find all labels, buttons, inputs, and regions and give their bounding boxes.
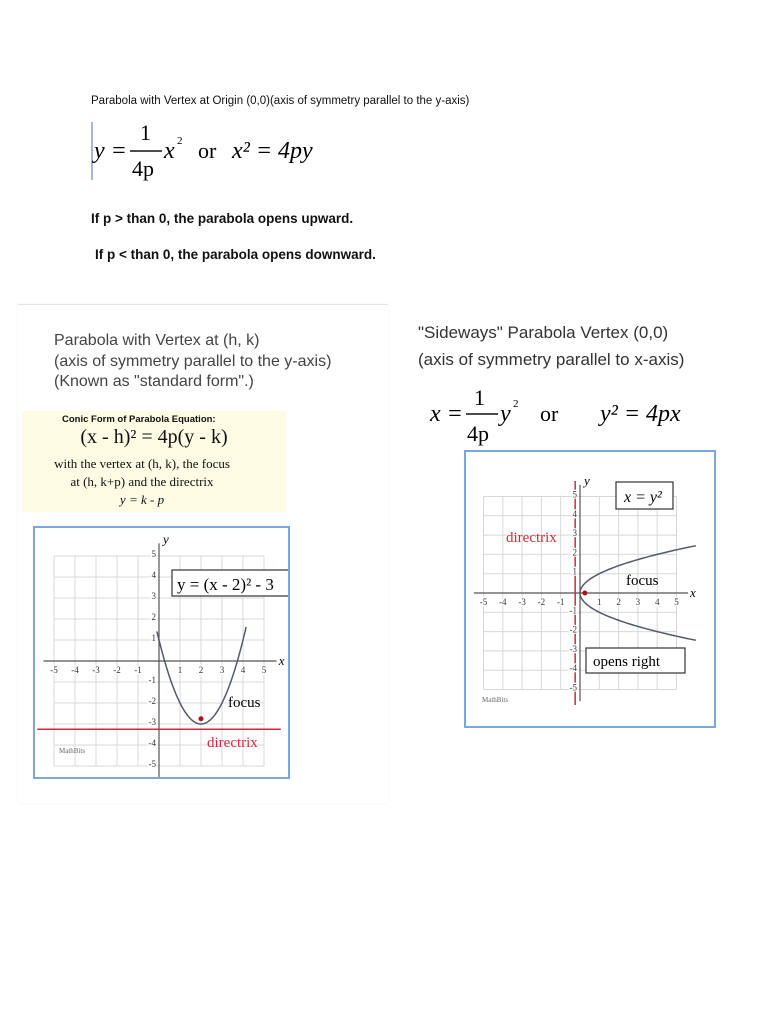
y-axis-label: y xyxy=(163,531,169,547)
x-tick-label: 4 xyxy=(240,665,246,675)
y-tick-label: 5 xyxy=(572,489,577,500)
formula-alt: y² = 4px xyxy=(600,401,681,427)
formula-num: 1 xyxy=(140,120,151,145)
x-tick-label: 2 xyxy=(616,597,621,607)
rule-opens-downward: If p < than 0, the parabola opens downward. xyxy=(95,247,376,262)
x-tick-label: 1 xyxy=(597,597,602,607)
conic-description xyxy=(22,455,262,509)
watermark: MathBits xyxy=(59,747,86,755)
formula-alt: x² = 4py xyxy=(232,138,313,164)
y-tick-label: -5 xyxy=(569,682,577,693)
x-axis-label: x xyxy=(278,653,285,668)
focus-label: focus xyxy=(626,573,659,589)
formula-den: 4p xyxy=(132,156,154,181)
formula-exp: 2 xyxy=(513,398,519,410)
x-tick-label: -3 xyxy=(518,597,526,607)
x-tick-label: 4 xyxy=(654,597,660,607)
graph-box-right xyxy=(464,450,716,728)
y-tick-label: -1 xyxy=(569,605,577,616)
y-tick-label: 3 xyxy=(151,591,156,601)
title-line: (Known as "standard form".) xyxy=(54,373,254,390)
origin-formula xyxy=(90,116,330,182)
formula-exp: 2 xyxy=(177,135,183,147)
x-tick-label: -1 xyxy=(134,665,142,675)
y-tick-label: 2 xyxy=(572,547,577,558)
y-tick-label: 3 xyxy=(572,528,577,539)
equation-label: y = (x - 2)² - 3 xyxy=(177,575,274,594)
x-tick-label: -4 xyxy=(499,597,507,607)
formula-lhs: x = xyxy=(430,401,463,427)
x-tick-label: -3 xyxy=(92,665,100,675)
focus-label: focus xyxy=(228,695,261,711)
y-tick-label: -3 xyxy=(148,717,156,727)
y-tick-label: -2 xyxy=(569,624,577,635)
graph-right xyxy=(466,452,714,726)
formula-lhs: y = xyxy=(94,138,127,164)
watermark: MathBits xyxy=(482,696,509,704)
formula-num: 1 xyxy=(474,385,485,410)
directrix-label: directrix xyxy=(506,530,557,546)
x-tick-label: 3 xyxy=(635,597,641,607)
opens-label: opens right xyxy=(593,654,661,670)
y-tick-label: -3 xyxy=(569,643,577,654)
heading: Parabola with Vertex at Origin (0,0)(axis of symmetry parallel to the y-axis) xyxy=(91,95,470,107)
x-tick-label: 1 xyxy=(177,665,183,675)
directrix-label: directrix xyxy=(207,735,258,751)
y-tick-label: 1 xyxy=(151,633,156,643)
graph-left xyxy=(35,528,288,777)
desc-line: at (h, k+p) and the directrix xyxy=(70,474,214,489)
x-tick-label: -5 xyxy=(479,597,488,607)
x-tick-label: -5 xyxy=(50,665,58,675)
x-tick-label: 2 xyxy=(198,665,204,675)
conic-title: Conic Form of Parabola Equation: xyxy=(62,414,216,425)
title-line: "Sideways" Parabola Vertex (0,0) xyxy=(418,323,669,342)
x-tick-label: 5 xyxy=(261,665,267,675)
equation-label: x = y² xyxy=(624,489,662,506)
title-line: (axis of symmetry parallel to x-axis) xyxy=(418,350,685,369)
focus-point xyxy=(582,591,587,596)
focus-point xyxy=(199,716,204,721)
conic-equation: (x - h)² = 4p(y - k) xyxy=(80,426,228,448)
rule-opens-upward: If p > than 0, the parabola opens upward. xyxy=(91,211,354,226)
x-tick-label: -2 xyxy=(113,665,121,675)
formula-or: or xyxy=(198,138,217,163)
formula-or: or xyxy=(540,401,559,426)
y-tick-label: 4 xyxy=(572,508,577,519)
formula-var: x xyxy=(164,138,175,164)
x-tick-label: 5 xyxy=(674,597,679,607)
x-tick-label: -2 xyxy=(537,597,546,607)
y-tick-label: 4 xyxy=(151,570,156,580)
y-tick-label: 1 xyxy=(572,566,577,577)
desc-line: y = k - p xyxy=(119,492,165,507)
y-tick-label: -4 xyxy=(148,738,156,748)
formula-var: y xyxy=(500,401,511,427)
y-tick-label: -5 xyxy=(148,759,156,769)
sideways-formula xyxy=(430,383,730,449)
desc-line: with the vertex at (h, k), the focus xyxy=(54,456,230,471)
y-tick-label: -1 xyxy=(148,675,156,685)
x-tick-label: -4 xyxy=(71,665,79,675)
title-line: (axis of symmetry parallel to the y-axis) xyxy=(54,352,332,370)
title-line: Parabola with Vertex at (h, k) xyxy=(54,332,260,349)
x-axis-label: x xyxy=(690,585,696,600)
graph-box-left xyxy=(33,526,290,779)
y-tick-label: -2 xyxy=(148,696,156,706)
y-tick-label: 5 xyxy=(151,549,156,559)
sideways-title xyxy=(418,319,684,373)
formula-den: 4p xyxy=(467,421,489,446)
y-axis-label: y xyxy=(584,472,590,488)
x-tick-label: -1 xyxy=(556,597,565,607)
standard-form-title xyxy=(54,331,331,393)
conic-form-box xyxy=(22,411,286,512)
x-tick-label: 3 xyxy=(219,665,225,675)
y-tick-label: 2 xyxy=(151,612,156,622)
y-tick-label: -4 xyxy=(569,663,577,674)
